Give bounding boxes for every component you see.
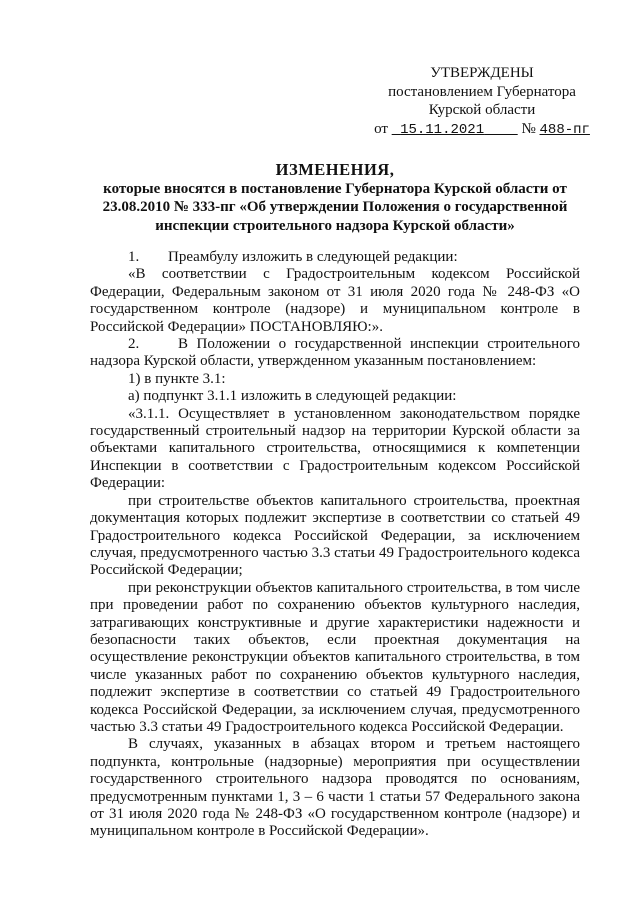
item-1-text: Преамбулу изложить в следующей редакции: — [168, 249, 458, 265]
item-1-number: 1. — [128, 249, 140, 265]
title-subheading: которые вносятся в постановление Губернатора Курской области от 23.08.2010 № 333-пг «Об утверждении Положения о государственной инспекции строительного надзора Курской области» — [102, 180, 568, 234]
approval-line1: УТВЕРЖДЕНЫ — [430, 65, 534, 81]
number-prefix: № — [521, 120, 536, 137]
title-heading: ИЗМЕНЕНИЯ, — [275, 160, 395, 179]
paragraph-construction: при строительстве объектов капитального строительства, проектная документация которых подлежит экспертизе в соответствии со статьей 49 Градостроительного кодекса Российской Федерации, за исключением случая, предусмотренного частью 3.3 статьи 49 Градостроительного кодекса Российской Федерации; — [90, 492, 580, 579]
item-2-number: 2. — [128, 336, 140, 353]
approval-number: 488-пг — [539, 121, 590, 138]
item-1 — [90, 249, 580, 266]
approval-line3: Курской области — [428, 102, 536, 118]
approval-date-line — [372, 120, 592, 140]
document-title — [90, 161, 580, 235]
paragraph-cases: В случаях, указанных в абзацах втором и третьем настоящего подпункта, контрольные (надзорные) мероприятия при осуществлении государственного строительного надзора проводятся по основаниям, предусмотренным пунктами 1, 3 – 6 части 1 статьи 57 Федерального закона от 31 июля 2020 года № 248-ФЗ «О государственном контроле (надзоре) и муниципальном контроле в Российской Федерации». — [90, 736, 580, 840]
paragraph-reconstruction: при реконструкции объектов капитального строительства, в том числе при проведении работ по сохранению объектов культурного наследия, затрагивающих конструктивные и другие характеристики надежности и безопасности таких объектов, если проектная документация на осуществление реконструкции объектов капитального строительства, в том числе указанных работ по сохранению объектов культурного наследия, подлежит экспертизе в соответствии со статьей 49 Градостроительного кодекса Российской Федерации, за исключением случая, предусмотренного частью 3.3 статьи 49 Градостроительного кодекса Российской Федерации. — [90, 579, 580, 735]
subitem-1a: а) подпункт 3.1.1 изложить в следующей редакции: — [128, 388, 457, 405]
item-2 — [90, 336, 580, 371]
approval-stamp — [372, 64, 592, 139]
document-body — [90, 249, 580, 841]
item-1-quote: «В соответствии с Градостроительным кодексом Российской Федерации, Федеральным законом от 31 июля 2020 года № 248-ФЗ «О государственном контроле (надзоре) и муниципальном контроле в Российской Федерации» ПОСТАНОВЛЯЮ:». — [90, 266, 580, 335]
approval-date: 15.11.2021 — [400, 121, 485, 138]
subitem-1: 1) в пункте 3.1: — [128, 370, 226, 387]
approval-line2: постановлением Губернатора — [388, 83, 576, 100]
item-2-text: В Положении о государственной инспекции строительного надзора Курской области, утвержденном указанным постановлением: — [90, 336, 580, 370]
date-prefix: от — [374, 120, 388, 137]
paragraph-3-1-1: «3.1.1. Осуществляет в установленном законодательством порядке государственный строительный надзор на территории Курской области за объектами капитального строительства, относящимися к компетенции Инспекции в соответствии с Градостроительным кодексом Российской Федерации: — [90, 405, 580, 492]
